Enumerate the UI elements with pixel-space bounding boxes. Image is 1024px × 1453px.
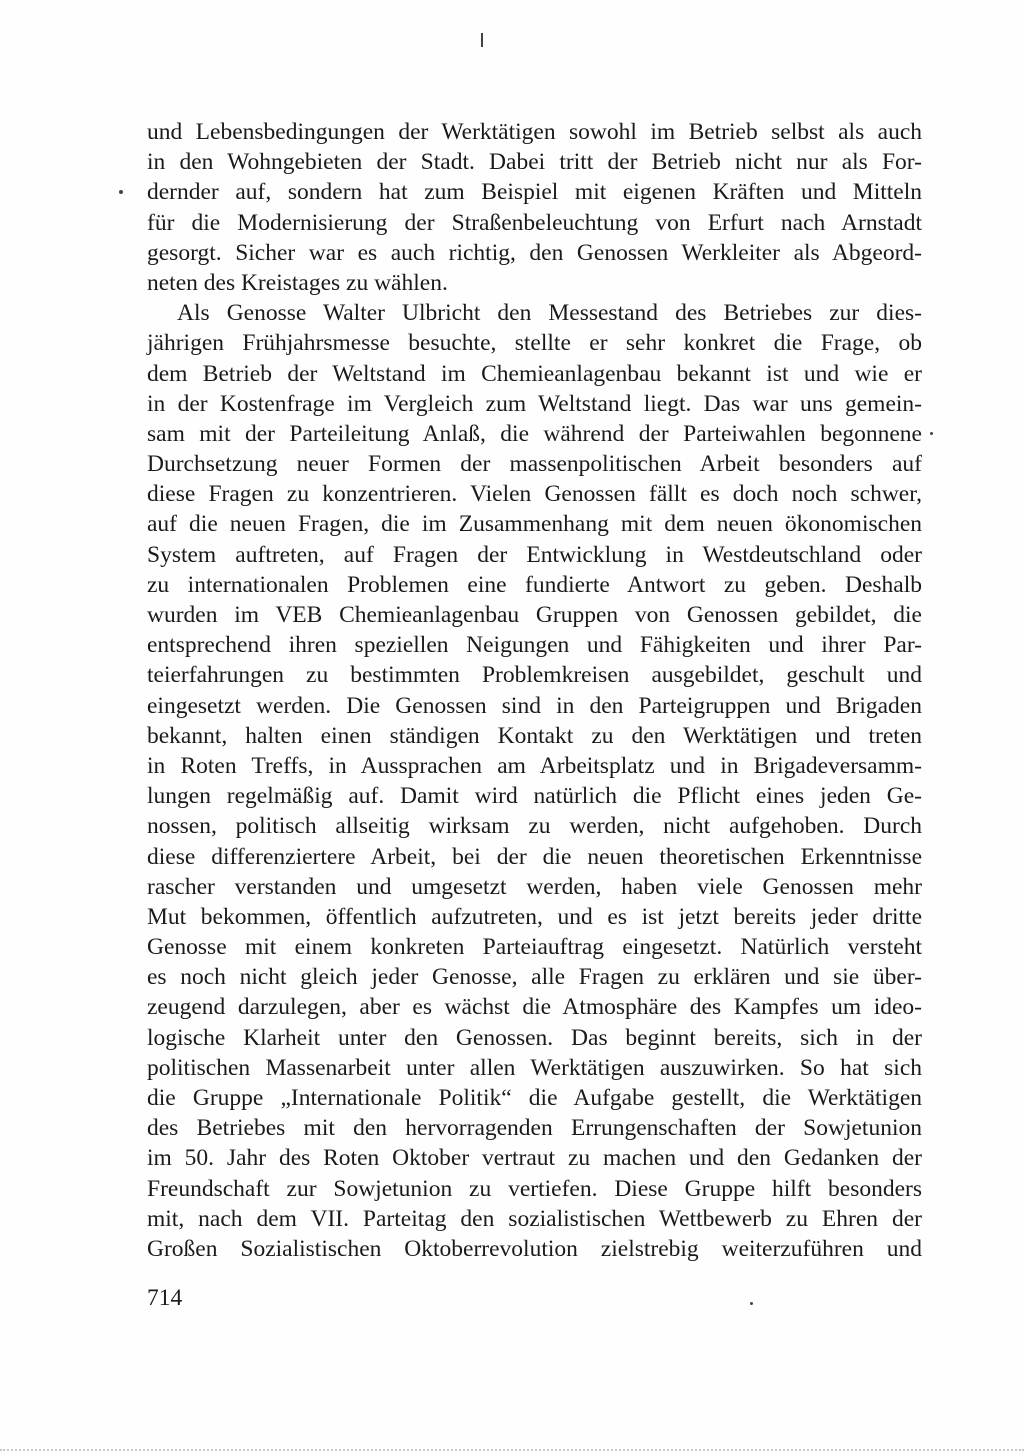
text-line: nossen, politisch allseitig wirksam zu werden, nicht aufgehoben. Durch bbox=[147, 813, 922, 840]
text-line: logische Klarheit unter den Genossen. Das beginnt bereits, sich in der bbox=[147, 1024, 922, 1051]
text-line: sam mit der Parteileitung Anlaß, die während der Parteiwahlen begonnene bbox=[147, 420, 922, 447]
text-line: Durchsetzung neuer Formen der massenpolitischen Arbeit besonders auf bbox=[147, 451, 922, 478]
text-line: mit, nach dem VII. Parteitag den sozialistischen Wettbewerb zu Ehren der bbox=[147, 1205, 922, 1232]
text-line: jährigen Frühjahrsmesse besuchte, stellte er sehr konkret die Frage, ob bbox=[147, 330, 922, 357]
text-line: bekannt, halten einen ständigen Kontakt zu den Werktätigen und treten bbox=[147, 722, 922, 749]
text-line: für die Modernisierung der Straßenbeleuchtung von Erfurt nach Arnstadt bbox=[147, 209, 922, 236]
text-line: System auftreten, auf Fragen der Entwicklung in Westdeutschland oder bbox=[147, 541, 922, 568]
text-line: Mut bekommen, öffentlich aufzutreten, und es ist jetzt bereits jeder dritte bbox=[147, 903, 922, 930]
text-line: in den Wohngebieten der Stadt. Dabei tritt der Betrieb nicht nur als For- bbox=[147, 149, 922, 176]
text-line: teierfahrungen zu bestimmten Problemkreisen ausgebildet, geschult und bbox=[147, 662, 922, 689]
print-mark bbox=[930, 432, 933, 435]
body-text bbox=[147, 117, 922, 1264]
text-line: wurden im VEB Chemieanlagenbau Gruppen von Genossen gebildet, die bbox=[147, 602, 922, 628]
text-line: Freundschaft zur Sowjetunion zu vertiefen. Diese Gruppe hilft besonders bbox=[147, 1175, 922, 1202]
text-line: des Betriebes mit den hervorragenden Errungenschaften der Sowjetunion bbox=[147, 1115, 922, 1142]
text-line: rascher verstanden und umgesetzt werden, haben viele Genossen mehr bbox=[147, 873, 922, 900]
print-mark bbox=[119, 190, 123, 194]
text-line: Großen Sozialistischen Oktoberrevolution zielstrebig weiterzuführen und bbox=[147, 1235, 922, 1262]
text-line: gesorgt. Sicher war es auch richtig, den Genossen Werkleiter als Abgeord- bbox=[147, 239, 922, 266]
text-line: auf die neuen Fragen, die im Zusammenhang mit dem neuen ökonomischen bbox=[147, 511, 922, 538]
text-line: dem Betrieb der Weltstand im Chemieanlagenbau bekannt ist und wie er bbox=[147, 360, 922, 387]
text-line: in der Kostenfrage im Vergleich zum Weltstand liegt. Das war uns gemein- bbox=[147, 390, 922, 417]
scan-edge bbox=[0, 1446, 1024, 1451]
text-line: lungen regelmäßig auf. Damit wird natürlich die Pflicht eines jeden Ge- bbox=[147, 783, 922, 810]
text-line: in Roten Treffs, in Aussprachen am Arbeitsplatz und in Brigadeversamm- bbox=[147, 752, 922, 779]
text-line: im 50. Jahr des Roten Oktober vertraut zu machen und den Gedanken der bbox=[147, 1145, 922, 1172]
text-line: die Gruppe „Internationale Politik“ die Aufgabe gestellt, die Werktätigen bbox=[147, 1085, 922, 1111]
print-mark bbox=[750, 1302, 753, 1305]
text-line: zu internationalen Problemen eine fundierte Antwort zu geben. Deshalb bbox=[147, 571, 922, 598]
text-line: und Lebensbedingungen der Werktätigen sowohl im Betrieb selbst als auch bbox=[147, 119, 922, 145]
text-line: entsprechend ihren speziellen Neigungen und Fähigkeiten und ihrer Par- bbox=[147, 632, 922, 659]
text-line: diese Fragen zu konzentrieren. Vielen Genossen fällt es doch noch schwer, bbox=[147, 481, 922, 508]
text-line: Genosse mit einem konkreten Parteiauftrag eingesetzt. Natürlich versteht bbox=[147, 934, 922, 961]
text-line: politischen Massenarbeit unter allen Werktätigen auszuwirken. So hat sich bbox=[147, 1054, 922, 1081]
text-line: es noch nicht gleich jeder Genosse, alle Fragen zu erklären und sie über- bbox=[147, 964, 922, 991]
text-line: neten des Kreistages zu wählen. bbox=[147, 269, 448, 296]
text-line: diese differenziertere Arbeit, bei der die neuen theoretischen Erkenntnisse bbox=[147, 843, 922, 870]
page-number: 714 bbox=[147, 1285, 183, 1311]
text-line: dernder auf, sondern hat zum Beispiel mit eigenen Kräften und Mitteln bbox=[147, 179, 922, 206]
print-mark bbox=[481, 33, 483, 47]
text-line: zeugend darzulegen, aber es wächst die Atmosphäre des Kampfes um ideo- bbox=[147, 994, 922, 1021]
text-line: Als Genosse Walter Ulbricht den Messestand des Betriebes zur dies- bbox=[177, 300, 922, 327]
text-line: eingesetzt werden. Die Genossen sind in den Parteigruppen und Brigaden bbox=[147, 692, 922, 719]
